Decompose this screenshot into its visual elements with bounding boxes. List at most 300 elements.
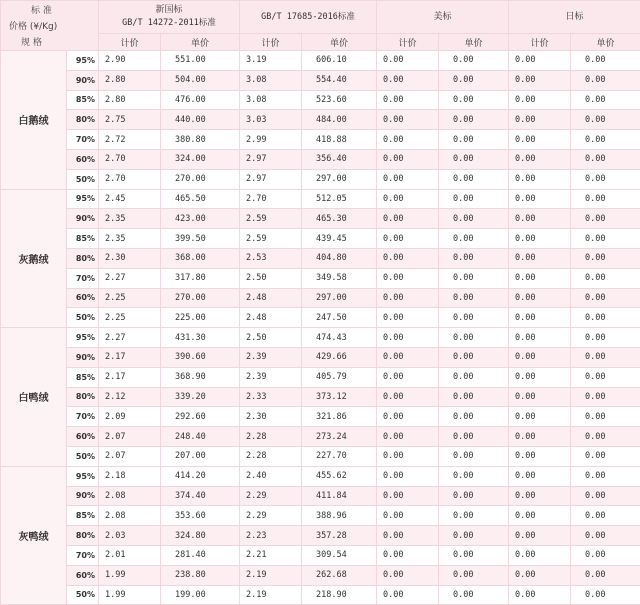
danjia-cell: 0.00 bbox=[439, 466, 509, 486]
danjia-cell: 309.54 bbox=[302, 545, 377, 565]
standard-title: 日标 bbox=[509, 11, 640, 24]
jijia-cell: 0.00 bbox=[377, 130, 439, 150]
col-header-jijia: 计价 bbox=[240, 34, 302, 51]
jijia-cell: 0.00 bbox=[509, 130, 571, 150]
danjia-cell: 0.00 bbox=[571, 347, 640, 367]
grade-label: 95% bbox=[67, 466, 99, 486]
standard-code: GB/T 14272-2011标准 bbox=[99, 17, 239, 30]
jijia-cell: 2.30 bbox=[99, 248, 161, 268]
danjia-cell: 414.20 bbox=[161, 466, 240, 486]
danjia-cell: 0.00 bbox=[571, 90, 640, 110]
jijia-cell: 0.00 bbox=[377, 268, 439, 288]
jijia-cell: 0.00 bbox=[509, 347, 571, 367]
grade-label: 80% bbox=[67, 526, 99, 546]
table-row bbox=[1, 486, 640, 506]
table-row bbox=[1, 328, 640, 348]
standard-us bbox=[377, 1, 509, 34]
jijia-cell: 2.70 bbox=[240, 189, 302, 209]
danjia-cell: 247.50 bbox=[302, 308, 377, 328]
jijia-cell: 0.00 bbox=[377, 347, 439, 367]
jijia-cell: 2.28 bbox=[240, 446, 302, 466]
standard-gbt-17685 bbox=[240, 1, 377, 34]
jijia-cell: 0.00 bbox=[509, 486, 571, 506]
danjia-cell: 0.00 bbox=[439, 347, 509, 367]
jijia-cell: 2.40 bbox=[240, 466, 302, 486]
danjia-cell: 0.00 bbox=[439, 367, 509, 387]
danjia-cell: 0.00 bbox=[571, 169, 640, 189]
jijia-cell: 2.35 bbox=[99, 209, 161, 229]
danjia-cell: 0.00 bbox=[439, 328, 509, 348]
jijia-cell: 0.00 bbox=[377, 169, 439, 189]
table-row bbox=[1, 565, 640, 585]
danjia-cell: 0.00 bbox=[571, 585, 640, 605]
grade-label: 70% bbox=[67, 130, 99, 150]
danjia-cell: 227.70 bbox=[302, 446, 377, 466]
danjia-cell: 0.00 bbox=[439, 169, 509, 189]
danjia-cell: 465.30 bbox=[302, 209, 377, 229]
danjia-cell: 0.00 bbox=[571, 51, 640, 71]
grade-label: 85% bbox=[67, 367, 99, 387]
standard-title: 新国标 bbox=[99, 4, 239, 17]
danjia-cell: 431.30 bbox=[161, 328, 240, 348]
danjia-cell: 0.00 bbox=[439, 248, 509, 268]
jijia-cell: 2.17 bbox=[99, 367, 161, 387]
danjia-cell: 353.60 bbox=[161, 506, 240, 526]
jijia-cell: 2.01 bbox=[99, 545, 161, 565]
danjia-cell: 349.58 bbox=[302, 268, 377, 288]
grade-label: 70% bbox=[67, 545, 99, 565]
jijia-cell: 2.75 bbox=[99, 110, 161, 130]
jijia-cell: 2.29 bbox=[240, 506, 302, 526]
col-header-jijia: 计价 bbox=[377, 34, 439, 51]
jijia-cell: 0.00 bbox=[377, 70, 439, 90]
danjia-cell: 273.24 bbox=[302, 427, 377, 447]
col-header-danjia: 单价 bbox=[571, 34, 640, 51]
danjia-cell: 0.00 bbox=[439, 585, 509, 605]
jijia-cell: 3.19 bbox=[240, 51, 302, 71]
jijia-cell: 2.25 bbox=[99, 288, 161, 308]
danjia-cell: 0.00 bbox=[571, 110, 640, 130]
jijia-cell: 2.08 bbox=[99, 506, 161, 526]
danjia-cell: 270.00 bbox=[161, 288, 240, 308]
danjia-cell: 0.00 bbox=[571, 149, 640, 169]
grade-label: 50% bbox=[67, 169, 99, 189]
grade-label: 50% bbox=[67, 446, 99, 466]
jijia-cell: 0.00 bbox=[509, 427, 571, 447]
danjia-cell: 0.00 bbox=[571, 565, 640, 585]
danjia-cell: 418.88 bbox=[302, 130, 377, 150]
jijia-cell: 0.00 bbox=[377, 486, 439, 506]
danjia-cell: 512.05 bbox=[302, 189, 377, 209]
jijia-cell: 0.00 bbox=[509, 526, 571, 546]
grade-label: 90% bbox=[67, 70, 99, 90]
corner-price-label: 价格 (¥/Kg) bbox=[9, 19, 57, 32]
danjia-cell: 455.62 bbox=[302, 466, 377, 486]
danjia-cell: 0.00 bbox=[571, 545, 640, 565]
danjia-cell: 270.00 bbox=[161, 169, 240, 189]
header-corner bbox=[1, 1, 99, 51]
danjia-cell: 0.00 bbox=[571, 407, 640, 427]
jijia-cell: 0.00 bbox=[377, 526, 439, 546]
jijia-cell: 2.70 bbox=[99, 169, 161, 189]
jijia-cell: 2.97 bbox=[240, 169, 302, 189]
jijia-cell: 0.00 bbox=[377, 427, 439, 447]
table-row bbox=[1, 90, 640, 110]
danjia-cell: 474.43 bbox=[302, 328, 377, 348]
grade-label: 85% bbox=[67, 90, 99, 110]
jijia-cell: 2.25 bbox=[99, 308, 161, 328]
jijia-cell: 2.39 bbox=[240, 367, 302, 387]
jijia-cell: 2.27 bbox=[99, 268, 161, 288]
jijia-cell: 0.00 bbox=[377, 90, 439, 110]
danjia-cell: 324.80 bbox=[161, 526, 240, 546]
jijia-cell: 0.00 bbox=[377, 367, 439, 387]
grade-label: 80% bbox=[67, 387, 99, 407]
danjia-cell: 440.00 bbox=[161, 110, 240, 130]
jijia-cell: 2.09 bbox=[99, 407, 161, 427]
jijia-cell: 2.48 bbox=[240, 308, 302, 328]
jijia-cell: 2.80 bbox=[99, 90, 161, 110]
table-row bbox=[1, 427, 640, 447]
jijia-cell: 2.50 bbox=[240, 328, 302, 348]
danjia-cell: 439.45 bbox=[302, 229, 377, 249]
jijia-cell: 0.00 bbox=[509, 169, 571, 189]
danjia-cell: 281.40 bbox=[161, 545, 240, 565]
danjia-cell: 0.00 bbox=[439, 545, 509, 565]
jijia-cell: 3.08 bbox=[240, 90, 302, 110]
jijia-cell: 0.00 bbox=[377, 229, 439, 249]
jijia-cell: 2.21 bbox=[240, 545, 302, 565]
jijia-cell: 2.39 bbox=[240, 347, 302, 367]
danjia-cell: 356.40 bbox=[302, 149, 377, 169]
danjia-cell: 262.68 bbox=[302, 565, 377, 585]
table-row bbox=[1, 110, 640, 130]
table-row bbox=[1, 446, 640, 466]
category-name: 灰鸭绒 bbox=[1, 466, 67, 605]
jijia-cell: 0.00 bbox=[377, 506, 439, 526]
jijia-cell: 0.00 bbox=[377, 209, 439, 229]
danjia-cell: 554.40 bbox=[302, 70, 377, 90]
table-row bbox=[1, 367, 640, 387]
jijia-cell: 2.29 bbox=[240, 486, 302, 506]
jijia-cell: 2.03 bbox=[99, 526, 161, 546]
danjia-cell: 484.00 bbox=[302, 110, 377, 130]
danjia-cell: 0.00 bbox=[571, 70, 640, 90]
grade-label: 90% bbox=[67, 209, 99, 229]
danjia-cell: 606.10 bbox=[302, 51, 377, 71]
danjia-cell: 0.00 bbox=[571, 189, 640, 209]
jijia-cell: 0.00 bbox=[509, 565, 571, 585]
danjia-cell: 0.00 bbox=[571, 466, 640, 486]
grade-label: 85% bbox=[67, 229, 99, 249]
danjia-cell: 390.60 bbox=[161, 347, 240, 367]
table-row bbox=[1, 466, 640, 486]
danjia-cell: 324.00 bbox=[161, 149, 240, 169]
danjia-cell: 0.00 bbox=[439, 407, 509, 427]
danjia-cell: 476.00 bbox=[161, 90, 240, 110]
jijia-cell: 2.23 bbox=[240, 526, 302, 546]
table-row bbox=[1, 248, 640, 268]
danjia-cell: 0.00 bbox=[439, 149, 509, 169]
jijia-cell: 2.27 bbox=[99, 328, 161, 348]
danjia-cell: 0.00 bbox=[439, 446, 509, 466]
standard-japan bbox=[509, 1, 640, 34]
jijia-cell: 0.00 bbox=[509, 189, 571, 209]
table-row bbox=[1, 526, 640, 546]
jijia-cell: 0.00 bbox=[509, 149, 571, 169]
danjia-cell: 380.80 bbox=[161, 130, 240, 150]
jijia-cell: 2.72 bbox=[99, 130, 161, 150]
jijia-cell: 0.00 bbox=[377, 565, 439, 585]
danjia-cell: 0.00 bbox=[439, 110, 509, 130]
jijia-cell: 0.00 bbox=[509, 466, 571, 486]
category-name: 灰鹅绒 bbox=[1, 189, 67, 328]
danjia-cell: 373.12 bbox=[302, 387, 377, 407]
jijia-cell: 1.99 bbox=[99, 585, 161, 605]
grade-label: 80% bbox=[67, 248, 99, 268]
jijia-cell: 0.00 bbox=[377, 308, 439, 328]
danjia-cell: 248.40 bbox=[161, 427, 240, 447]
danjia-cell: 0.00 bbox=[571, 209, 640, 229]
jijia-cell: 0.00 bbox=[509, 308, 571, 328]
jijia-cell: 2.18 bbox=[99, 466, 161, 486]
danjia-cell: 465.50 bbox=[161, 189, 240, 209]
table-row bbox=[1, 585, 640, 605]
standard-code: GB/T 17685-2016标准 bbox=[240, 11, 376, 24]
danjia-cell: 523.60 bbox=[302, 90, 377, 110]
danjia-cell: 0.00 bbox=[439, 486, 509, 506]
jijia-cell: 2.97 bbox=[240, 149, 302, 169]
jijia-cell: 2.28 bbox=[240, 427, 302, 447]
jijia-cell: 0.00 bbox=[509, 51, 571, 71]
danjia-cell: 399.50 bbox=[161, 229, 240, 249]
col-header-jijia: 计价 bbox=[99, 34, 161, 51]
danjia-cell: 292.60 bbox=[161, 407, 240, 427]
col-header-danjia: 单价 bbox=[161, 34, 240, 51]
grade-label: 50% bbox=[67, 308, 99, 328]
jijia-cell: 0.00 bbox=[509, 506, 571, 526]
jijia-cell: 3.08 bbox=[240, 70, 302, 90]
danjia-cell: 238.80 bbox=[161, 565, 240, 585]
danjia-cell: 317.80 bbox=[161, 268, 240, 288]
jijia-cell: 0.00 bbox=[509, 229, 571, 249]
jijia-cell: 2.07 bbox=[99, 446, 161, 466]
table-row bbox=[1, 169, 640, 189]
danjia-cell: 0.00 bbox=[571, 446, 640, 466]
jijia-cell: 0.00 bbox=[377, 189, 439, 209]
danjia-cell: 404.80 bbox=[302, 248, 377, 268]
danjia-cell: 0.00 bbox=[571, 268, 640, 288]
jijia-cell: 0.00 bbox=[509, 545, 571, 565]
danjia-cell: 0.00 bbox=[571, 506, 640, 526]
jijia-cell: 0.00 bbox=[377, 387, 439, 407]
danjia-cell: 0.00 bbox=[439, 209, 509, 229]
jijia-cell: 2.12 bbox=[99, 387, 161, 407]
table-row bbox=[1, 308, 640, 328]
jijia-cell: 2.90 bbox=[99, 51, 161, 71]
danjia-cell: 0.00 bbox=[571, 248, 640, 268]
danjia-cell: 0.00 bbox=[571, 229, 640, 249]
jijia-cell: 2.08 bbox=[99, 486, 161, 506]
danjia-cell: 0.00 bbox=[571, 130, 640, 150]
grade-label: 90% bbox=[67, 486, 99, 506]
grade-label: 95% bbox=[67, 51, 99, 71]
table-row bbox=[1, 506, 640, 526]
table-row bbox=[1, 189, 640, 209]
danjia-cell: 405.79 bbox=[302, 367, 377, 387]
danjia-cell: 388.96 bbox=[302, 506, 377, 526]
jijia-cell: 2.59 bbox=[240, 209, 302, 229]
danjia-cell: 199.00 bbox=[161, 585, 240, 605]
danjia-cell: 225.00 bbox=[161, 308, 240, 328]
danjia-cell: 0.00 bbox=[439, 565, 509, 585]
grade-label: 60% bbox=[67, 427, 99, 447]
jijia-cell: 2.80 bbox=[99, 70, 161, 90]
danjia-cell: 218.90 bbox=[302, 585, 377, 605]
jijia-cell: 0.00 bbox=[377, 446, 439, 466]
danjia-cell: 0.00 bbox=[439, 189, 509, 209]
danjia-cell: 368.00 bbox=[161, 248, 240, 268]
category-name: 白鸭绒 bbox=[1, 328, 67, 467]
danjia-cell: 551.00 bbox=[161, 51, 240, 71]
danjia-cell: 368.90 bbox=[161, 367, 240, 387]
danjia-cell: 0.00 bbox=[571, 387, 640, 407]
jijia-cell: 0.00 bbox=[377, 407, 439, 427]
jijia-cell: 0.00 bbox=[377, 545, 439, 565]
jijia-cell: 2.53 bbox=[240, 248, 302, 268]
jijia-cell: 0.00 bbox=[377, 328, 439, 348]
jijia-cell: 0.00 bbox=[377, 248, 439, 268]
table-row bbox=[1, 130, 640, 150]
danjia-cell: 297.00 bbox=[302, 169, 377, 189]
danjia-cell: 0.00 bbox=[439, 268, 509, 288]
danjia-cell: 0.00 bbox=[439, 70, 509, 90]
table-row bbox=[1, 229, 640, 249]
jijia-cell: 1.99 bbox=[99, 565, 161, 585]
jijia-cell: 0.00 bbox=[509, 387, 571, 407]
jijia-cell: 0.00 bbox=[509, 70, 571, 90]
jijia-cell: 2.70 bbox=[99, 149, 161, 169]
danjia-cell: 0.00 bbox=[571, 367, 640, 387]
danjia-cell: 0.00 bbox=[439, 229, 509, 249]
danjia-cell: 0.00 bbox=[571, 427, 640, 447]
danjia-cell: 357.28 bbox=[302, 526, 377, 546]
standard-new-national bbox=[99, 1, 240, 34]
table-row bbox=[1, 545, 640, 565]
jijia-cell: 0.00 bbox=[509, 288, 571, 308]
jijia-cell: 2.30 bbox=[240, 407, 302, 427]
danjia-cell: 504.00 bbox=[161, 70, 240, 90]
table-row bbox=[1, 209, 640, 229]
standard-title: 美标 bbox=[377, 11, 508, 24]
jijia-cell: 0.00 bbox=[509, 585, 571, 605]
table-body bbox=[1, 51, 640, 605]
grade-label: 60% bbox=[67, 288, 99, 308]
danjia-cell: 0.00 bbox=[439, 51, 509, 71]
table-row bbox=[1, 268, 640, 288]
danjia-cell: 0.00 bbox=[571, 328, 640, 348]
danjia-cell: 0.00 bbox=[439, 288, 509, 308]
table-row bbox=[1, 51, 640, 71]
jijia-cell: 2.19 bbox=[240, 585, 302, 605]
corner-standard-label: 标 准 bbox=[31, 3, 52, 16]
danjia-cell: 0.00 bbox=[571, 308, 640, 328]
grade-label: 95% bbox=[67, 189, 99, 209]
col-header-danjia: 单价 bbox=[439, 34, 509, 51]
danjia-cell: 297.00 bbox=[302, 288, 377, 308]
danjia-cell: 429.66 bbox=[302, 347, 377, 367]
danjia-cell: 0.00 bbox=[439, 427, 509, 447]
table-row bbox=[1, 407, 640, 427]
danjia-cell: 0.00 bbox=[571, 526, 640, 546]
jijia-cell: 0.00 bbox=[509, 446, 571, 466]
grade-label: 70% bbox=[67, 268, 99, 288]
danjia-cell: 423.00 bbox=[161, 209, 240, 229]
jijia-cell: 2.33 bbox=[240, 387, 302, 407]
danjia-cell: 0.00 bbox=[439, 90, 509, 110]
jijia-cell: 0.00 bbox=[377, 466, 439, 486]
grade-label: 70% bbox=[67, 407, 99, 427]
grade-label: 95% bbox=[67, 328, 99, 348]
table-row bbox=[1, 347, 640, 367]
grade-label: 80% bbox=[67, 110, 99, 130]
danjia-cell: 207.00 bbox=[161, 446, 240, 466]
jijia-cell: 0.00 bbox=[509, 407, 571, 427]
grade-label: 50% bbox=[67, 585, 99, 605]
jijia-cell: 0.00 bbox=[509, 209, 571, 229]
jijia-cell: 2.50 bbox=[240, 268, 302, 288]
danjia-cell: 0.00 bbox=[439, 526, 509, 546]
jijia-cell: 0.00 bbox=[377, 149, 439, 169]
danjia-cell: 0.00 bbox=[439, 308, 509, 328]
col-header-danjia: 单价 bbox=[302, 34, 377, 51]
jijia-cell: 0.00 bbox=[377, 51, 439, 71]
jijia-cell: 2.45 bbox=[99, 189, 161, 209]
danjia-cell: 339.20 bbox=[161, 387, 240, 407]
jijia-cell: 2.19 bbox=[240, 565, 302, 585]
jijia-cell: 0.00 bbox=[509, 110, 571, 130]
jijia-cell: 2.17 bbox=[99, 347, 161, 367]
jijia-cell: 3.03 bbox=[240, 110, 302, 130]
jijia-cell: 0.00 bbox=[509, 268, 571, 288]
jijia-cell: 2.07 bbox=[99, 427, 161, 447]
danjia-cell: 374.40 bbox=[161, 486, 240, 506]
jijia-cell: 0.00 bbox=[377, 585, 439, 605]
danjia-cell: 0.00 bbox=[439, 387, 509, 407]
jijia-cell: 0.00 bbox=[377, 288, 439, 308]
jijia-cell: 0.00 bbox=[377, 110, 439, 130]
danjia-cell: 0.00 bbox=[439, 130, 509, 150]
table-row bbox=[1, 70, 640, 90]
table-row bbox=[1, 387, 640, 407]
danjia-cell: 0.00 bbox=[439, 506, 509, 526]
danjia-cell: 321.86 bbox=[302, 407, 377, 427]
jijia-cell: 0.00 bbox=[509, 90, 571, 110]
jijia-cell: 0.00 bbox=[509, 367, 571, 387]
grade-label: 60% bbox=[67, 149, 99, 169]
grade-label: 90% bbox=[67, 347, 99, 367]
grade-label: 85% bbox=[67, 506, 99, 526]
grade-label: 60% bbox=[67, 565, 99, 585]
table-row bbox=[1, 149, 640, 169]
jijia-cell: 2.48 bbox=[240, 288, 302, 308]
jijia-cell: 0.00 bbox=[509, 328, 571, 348]
danjia-cell: 411.84 bbox=[302, 486, 377, 506]
danjia-cell: 0.00 bbox=[571, 486, 640, 506]
jijia-cell: 2.35 bbox=[99, 229, 161, 249]
table-row bbox=[1, 288, 640, 308]
col-header-jijia: 计价 bbox=[509, 34, 571, 51]
